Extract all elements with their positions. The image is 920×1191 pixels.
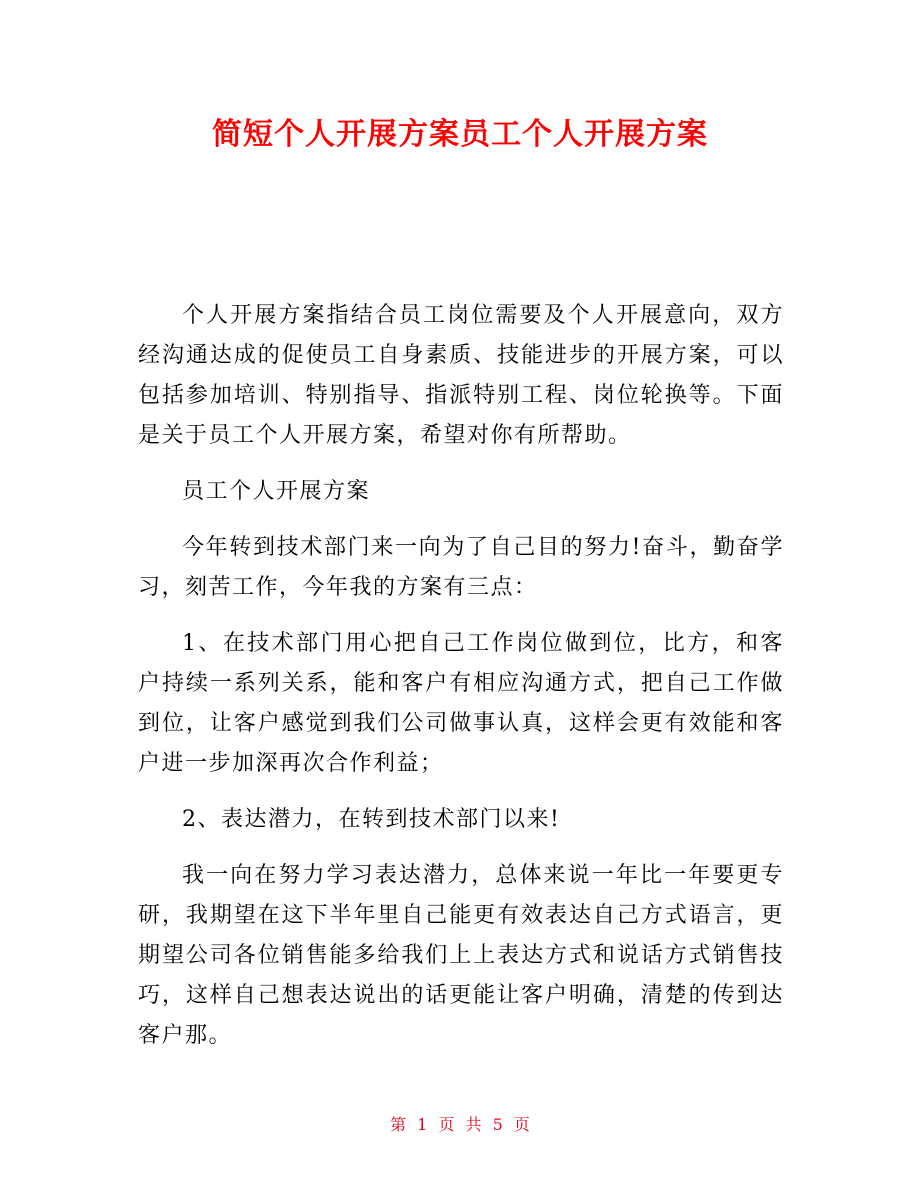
expression-paragraph: 我一向在努力学习表达潜力，总体来说一年比一年要更专研，我期望在这下半年里自己能更有效表达自己方式语言，更期望公司各位销售能多给我们上上表达方式和说话方式销售技巧，这样自己想表达说出的话更能让客户明确，清楚的传到达客户那。 [138, 863, 784, 1048]
document-body [138, 296, 784, 1072]
page-number-footer: 第 1 页 共 5 页 [390, 1115, 530, 1134]
document-title: 简短个人开展方案员工个人开展方案 [212, 117, 708, 152]
plan-point-1-paragraph: 1、在技术部门用心把自己工作岗位做到位，比方，和客户持续一系列关系，能和客户有相应沟通方式，把自己工作做到位，让客户感觉到我们公司做事认真，这样会更有效能和客户进一步加深再次合作利益； [138, 631, 784, 776]
intro-paragraph: 个人开展方案指结合员工岗位需要及个人开展意向，双方经沟通达成的促使员工自身素质、技能进步的开展方案，可以包括参加培训、特别指导、指派特别工程、岗位轮换等。下面是关于员工个人开展方案，希望对你有所帮助。 [138, 303, 784, 448]
plan-intro-paragraph: 今年转到技术部门来一向为了自己目的努力!奋斗，勤奋学习，刻苦工作，今年我的方案有三点： [138, 535, 784, 600]
plan-point-2-paragraph: 2、表达潜力，在转到技术部门以来! [182, 807, 561, 832]
section-heading: 员工个人开展方案 [182, 479, 371, 504]
